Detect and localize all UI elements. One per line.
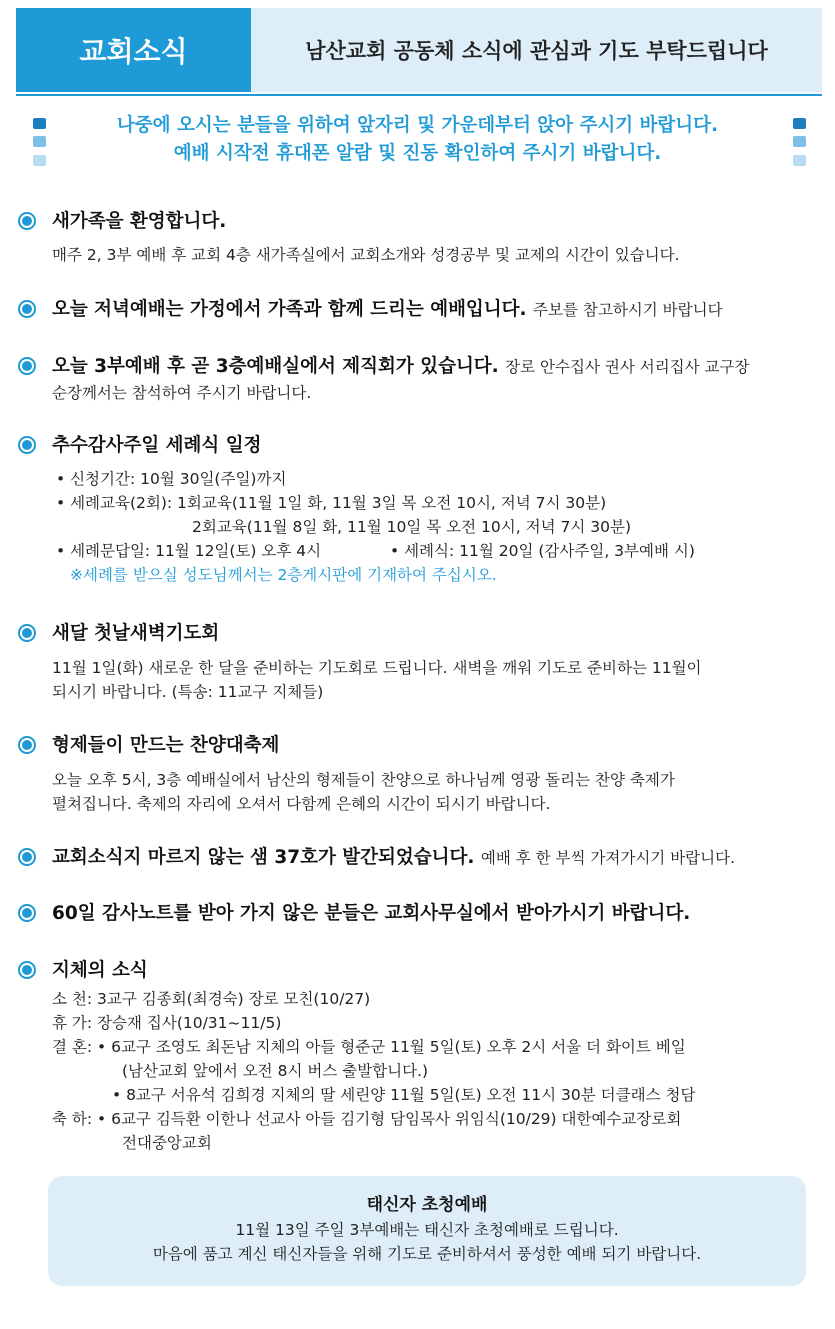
news-note: ※세례를 받으실 성도님께서는 2층게시판에 기재하여 주십시오. bbox=[70, 566, 497, 584]
notice-line: 나중에 오시는 분들을 위하여 앞자리 및 가운데부터 앉아 주시기 바랍니다. bbox=[116, 115, 719, 136]
news-body: (남산교회 앞에서 오전 8시 버스 출발합니다.) bbox=[122, 1062, 429, 1080]
news-body: 전대중앙교회 bbox=[122, 1134, 212, 1152]
news-body: 펼쳐집니다. 축제의 자리에 오셔서 다함께 은혜의 시간이 되시기 바랍니다. bbox=[52, 795, 551, 813]
news-body: 휴 가: 장승재 집사(10/31~11/5) bbox=[52, 1014, 282, 1032]
news-title-text: 오늘 저녁예배는 가정에서 가족과 함께 드리는 예배입니다. bbox=[52, 299, 527, 320]
news-title: 새가족을 환영합니다. bbox=[52, 211, 227, 232]
bullet-icon bbox=[18, 961, 36, 979]
bullet-icon bbox=[18, 904, 36, 922]
news-body: 2회교육(11월 8일 화, 11월 10일 목 오전 10시, 저녁 7시 30분) bbox=[192, 518, 631, 536]
news-tail: 장로 안수집사 권사 서리집사 교구장 bbox=[505, 358, 750, 376]
news-tail: 주보를 참고하시기 바랍니다 bbox=[533, 301, 723, 319]
square-icon bbox=[33, 118, 46, 129]
news-title bbox=[52, 846, 735, 870]
square-icon bbox=[793, 155, 806, 166]
header bbox=[16, 8, 822, 92]
bullet-icon bbox=[18, 300, 36, 318]
bullet-icon bbox=[18, 357, 36, 375]
news-body: 11월 1일(화) 새로운 한 달을 준비하는 기도회로 드립니다. 새벽을 깨워 기도로 준비하는 11월이 bbox=[52, 659, 702, 677]
bullet-icon bbox=[18, 736, 36, 754]
square-icon bbox=[33, 155, 46, 166]
news-body: 매주 2, 3부 예배 후 교회 4층 새가족실에서 교회소개와 성경공부 및 교제의 시간이 있습니다. bbox=[52, 246, 680, 264]
square-icon bbox=[793, 118, 806, 129]
news-title: 새달 첫날새벽기도회 bbox=[52, 623, 220, 644]
news-body: 결 혼: • 6교구 조영도 최돈남 지체의 아들 형준군 11월 5일(토) 오후 2시 서울 더 화이트 베일 bbox=[52, 1038, 686, 1056]
news-tail: 예배 후 한 부씩 가져가시기 바랍니다. bbox=[480, 849, 736, 867]
bullet-icon bbox=[18, 212, 36, 230]
invite-line: 11월 13일 주일 3부예배는 태신자 초청예배로 드립니다. bbox=[235, 1221, 619, 1239]
news-body: 되시기 바랍니다. (특송: 11교구 지체들) bbox=[52, 683, 324, 701]
invite-title: 태신자 초청예배 bbox=[366, 1195, 488, 1215]
news-body: 소 천: 3교구 김종회(최경숙) 장로 모친(10/27) bbox=[52, 990, 371, 1008]
news-body: • 세례식: 11월 20일 (감사주일, 3부예배 시) bbox=[390, 542, 695, 560]
news-body: • 8교구 서유석 김희경 지체의 딸 세린양 11월 5일(토) 오전 11시 30분 더클래스 청담 bbox=[112, 1086, 696, 1104]
square-icon bbox=[793, 136, 806, 147]
news-body: • 신청기간: 10월 30일(주일)까지 bbox=[56, 470, 287, 488]
square-icon bbox=[33, 136, 46, 147]
header-divider bbox=[16, 94, 822, 96]
news-title-text: 오늘 3부예배 후 곧 3층예배실에서 제직회가 있습니다. bbox=[52, 356, 499, 377]
bullet-icon bbox=[18, 436, 36, 454]
news-title: 형제들이 만드는 찬양대축제 bbox=[52, 735, 280, 756]
news-title: 추수감사주일 세례식 일정 bbox=[52, 435, 262, 456]
bullet-icon bbox=[18, 624, 36, 642]
news-title-text: 교회소식지 마르지 않는 샘 37호가 발간되었습니다. bbox=[52, 847, 475, 868]
bullet-icon bbox=[18, 848, 36, 866]
news-body: • 세례교육(2회): 1회교육(11월 1일 화, 11월 3일 목 오전 10시, 저녁 7시 30분) bbox=[56, 494, 607, 512]
news-body: 축 하: • 6교구 김득환 이한나 선교사 아들 김기형 담임목사 위임식(10/29) 대한예수교장로회 bbox=[52, 1110, 682, 1128]
news-title: 60일 감사노트를 받아 가지 않은 분들은 교회사무실에서 받아가시기 바랍니다. bbox=[52, 903, 691, 924]
page-title: 교회소식 bbox=[16, 8, 251, 92]
news-title bbox=[52, 355, 749, 379]
notice-banner bbox=[0, 112, 835, 168]
news-body: 오늘 오후 5시, 3층 예배실에서 남산의 형제들이 찬양으로 하나님께 영광 돌리는 찬양 축제가 bbox=[52, 771, 675, 789]
news-body: 순장께서는 참석하여 주시기 바랍니다. bbox=[52, 384, 312, 402]
news-title bbox=[52, 298, 723, 322]
notice-line: 예배 시작전 휴대폰 알람 및 진동 확인하여 주시기 바랍니다. bbox=[173, 143, 662, 164]
news-body: • 세례문답일: 11월 12일(토) 오후 4시 bbox=[56, 542, 322, 560]
page-subtitle: 남산교회 공동체 소식에 관심과 기도 부탁드립니다 bbox=[251, 8, 822, 92]
invite-line: 마음에 품고 계신 태신자들을 위해 기도로 준비하셔서 풍성한 예배 되기 바랍니다. bbox=[152, 1245, 702, 1263]
news-title: 지체의 소식 bbox=[52, 960, 148, 981]
invite-box bbox=[48, 1176, 806, 1286]
